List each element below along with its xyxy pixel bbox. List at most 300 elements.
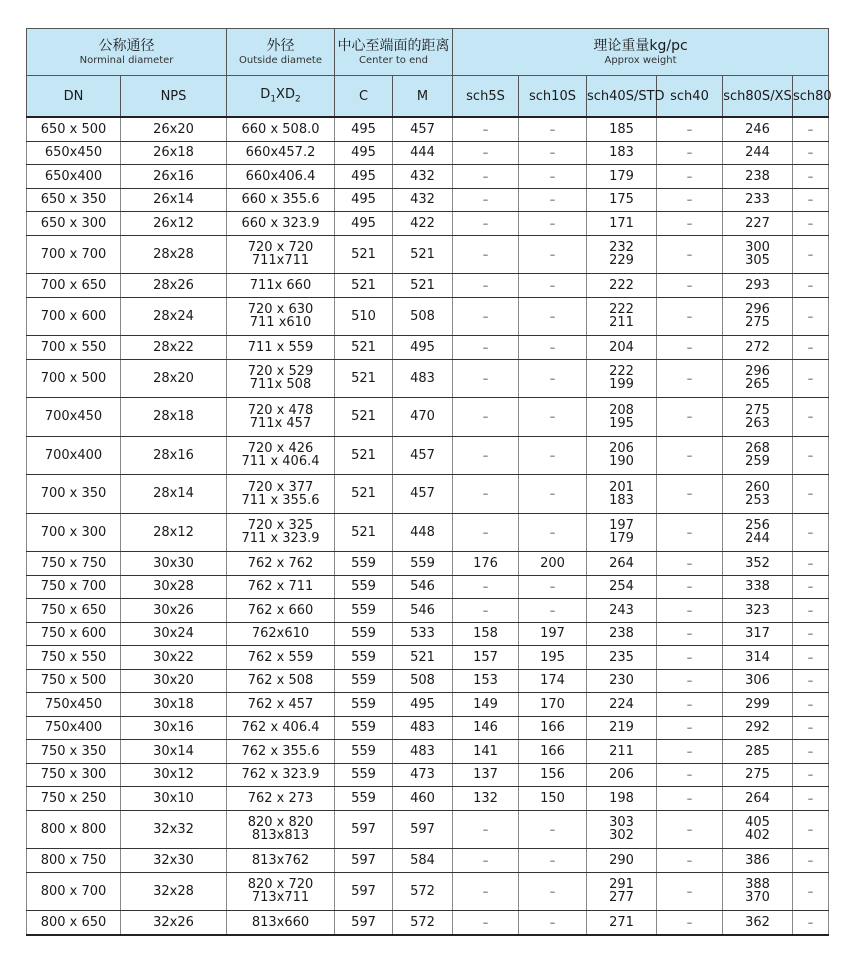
cell-dn: 700 x 550 [27, 336, 121, 360]
cell-outside-diameter: 762 x 711 [227, 575, 335, 599]
cell-sch80: – [793, 810, 829, 849]
cell-dn: 750 x 300 [27, 763, 121, 787]
cell-sch40s: 271 [587, 911, 657, 935]
cell-center-c: 495 [335, 188, 393, 212]
cell-center-c: 597 [335, 911, 393, 935]
cell-sch10s: – [519, 398, 587, 437]
cell-sch80: – [793, 849, 829, 873]
cell-nps: 26x20 [121, 117, 227, 141]
cell-sch80s: 264 [723, 787, 793, 811]
cell-dn: 650x450 [27, 141, 121, 165]
cell-sch80s: 296 275 [723, 297, 793, 336]
cell-sch40: – [657, 297, 723, 336]
cell-center-c: 495 [335, 117, 393, 141]
table-row [27, 513, 829, 552]
cell-nps: 30x20 [121, 669, 227, 693]
cell-nps: 30x12 [121, 763, 227, 787]
cell-sch40s: 206 190 [587, 436, 657, 475]
cell-center-m: 508 [393, 297, 453, 336]
table-row [27, 188, 829, 212]
cell-sch5s: – [453, 274, 519, 298]
cell-sch80: – [793, 336, 829, 360]
cell-center-m: 572 [393, 911, 453, 935]
cell-sch40: – [657, 141, 723, 165]
cell-nps: 32x30 [121, 849, 227, 873]
cell-center-c: 521 [335, 475, 393, 514]
cell-outside-diameter: 720 x 377 711 x 355.6 [227, 475, 335, 514]
reducer-weight-table [26, 28, 832, 936]
cell-dn: 750 x 250 [27, 787, 121, 811]
cell-outside-diameter: 762 x 406.4 [227, 716, 335, 740]
cell-sch10s: – [519, 359, 587, 398]
cell-sch80: – [793, 911, 829, 935]
cell-center-m: 546 [393, 575, 453, 599]
cell-nps: 30x16 [121, 716, 227, 740]
cell-sch5s: – [453, 513, 519, 552]
cell-outside-diameter: 820 x 720 713x711 [227, 872, 335, 911]
table-row [27, 475, 829, 514]
cell-sch40s: 235 [587, 646, 657, 670]
cell-sch10s: – [519, 165, 587, 189]
cell-sch80: – [793, 646, 829, 670]
cell-sch80: – [793, 872, 829, 911]
cell-sch5s: – [453, 336, 519, 360]
cell-center-m: 533 [393, 622, 453, 646]
cell-dn: 750x400 [27, 716, 121, 740]
cell-sch5s: – [453, 398, 519, 437]
table-row [27, 235, 829, 274]
cell-center-c: 510 [335, 297, 393, 336]
cell-sch40s: 230 [587, 669, 657, 693]
column-header-c: C [335, 76, 393, 118]
cell-center-m: 460 [393, 787, 453, 811]
cell-sch10s: 200 [519, 552, 587, 576]
cell-center-m: 457 [393, 117, 453, 141]
cell-sch40: – [657, 693, 723, 717]
cell-sch80s: 300 305 [723, 235, 793, 274]
cell-sch40: – [657, 740, 723, 764]
cell-sch5s: 158 [453, 622, 519, 646]
cell-sch10s: – [519, 297, 587, 336]
cell-center-m: 470 [393, 398, 453, 437]
cell-center-m: 508 [393, 669, 453, 693]
cell-sch80s: 323 [723, 599, 793, 623]
cell-sch80s: 352 [723, 552, 793, 576]
cell-center-m: 495 [393, 693, 453, 717]
cell-sch40s: 290 [587, 849, 657, 873]
cell-sch40s: 219 [587, 716, 657, 740]
cell-center-m: 495 [393, 336, 453, 360]
cell-sch5s: 141 [453, 740, 519, 764]
column-header-sch10s: sch10S [519, 76, 587, 118]
table-row [27, 646, 829, 670]
cell-center-m: 473 [393, 763, 453, 787]
cell-sch40: – [657, 436, 723, 475]
cell-nps: 28x12 [121, 513, 227, 552]
cell-nps: 30x28 [121, 575, 227, 599]
table-row [27, 669, 829, 693]
outside-diameter-header [227, 29, 335, 76]
cell-nps: 26x14 [121, 188, 227, 212]
cell-sch40s: 201 183 [587, 475, 657, 514]
table-row [27, 716, 829, 740]
table-row [27, 274, 829, 298]
table-row [27, 911, 829, 935]
cell-sch40s: 254 [587, 575, 657, 599]
cell-dn: 750 x 500 [27, 669, 121, 693]
cell-outside-diameter: 820 x 820 813x813 [227, 810, 335, 849]
cell-center-m: 483 [393, 740, 453, 764]
outside-diameter-en: Outside diamete [238, 54, 323, 66]
cell-dn: 700x400 [27, 436, 121, 475]
cell-sch80: – [793, 669, 829, 693]
cell-sch5s: – [453, 297, 519, 336]
cell-nps: 26x12 [121, 212, 227, 236]
cell-outside-diameter: 711 x 559 [227, 336, 335, 360]
cell-center-m: 457 [393, 436, 453, 475]
cell-center-m: 521 [393, 646, 453, 670]
cell-sch40: – [657, 359, 723, 398]
cell-outside-diameter: 762 x 508 [227, 669, 335, 693]
column-header-sch80s-xs: sch80S/XS [723, 76, 793, 118]
cell-nps: 28x16 [121, 436, 227, 475]
cell-sch40: – [657, 513, 723, 552]
cell-center-m: 422 [393, 212, 453, 236]
cell-center-c: 495 [335, 212, 393, 236]
cell-sch5s: 153 [453, 669, 519, 693]
cell-outside-diameter: 660x457.2 [227, 141, 335, 165]
cell-sch10s: 195 [519, 646, 587, 670]
nominal-diameter-cn: 公称通径 [98, 37, 155, 54]
cell-center-c: 521 [335, 513, 393, 552]
cell-center-m: 483 [393, 716, 453, 740]
table-row [27, 740, 829, 764]
cell-sch10s: – [519, 513, 587, 552]
cell-sch40: – [657, 599, 723, 623]
cell-sch80s: 246 [723, 117, 793, 141]
cell-center-m: 572 [393, 872, 453, 911]
cell-sch40: – [657, 575, 723, 599]
cell-sch40s: 243 [587, 599, 657, 623]
cell-sch80: – [793, 599, 829, 623]
cell-sch10s: 166 [519, 740, 587, 764]
cell-sch40: – [657, 336, 723, 360]
outside-diameter-cn: 外径 [266, 37, 295, 54]
cell-sch40s: 291 277 [587, 872, 657, 911]
center-to-end-header [335, 29, 453, 76]
column-header-m: M [393, 76, 453, 118]
cell-nps: 28x24 [121, 297, 227, 336]
cell-dn: 800 x 700 [27, 872, 121, 911]
cell-center-c: 559 [335, 763, 393, 787]
cell-center-c: 559 [335, 646, 393, 670]
cell-sch10s: 170 [519, 693, 587, 717]
cell-nps: 28x22 [121, 336, 227, 360]
cell-dn: 750 x 700 [27, 575, 121, 599]
cell-outside-diameter: 762 x 323.9 [227, 763, 335, 787]
cell-center-c: 521 [335, 359, 393, 398]
cell-sch40: – [657, 235, 723, 274]
cell-nps: 32x32 [121, 810, 227, 849]
cell-outside-diameter: 762 x 273 [227, 787, 335, 811]
cell-nps: 28x14 [121, 475, 227, 514]
cell-dn: 750 x 650 [27, 599, 121, 623]
table-row [27, 575, 829, 599]
cell-sch40: – [657, 646, 723, 670]
cell-nps: 32x28 [121, 872, 227, 911]
table-row [27, 117, 829, 141]
cell-sch80: – [793, 235, 829, 274]
cell-sch10s: – [519, 911, 587, 935]
cell-sch40: – [657, 165, 723, 189]
cell-dn: 750 x 750 [27, 552, 121, 576]
cell-outside-diameter: 720 x 325 711 x 323.9 [227, 513, 335, 552]
cell-sch40s: 222 199 [587, 359, 657, 398]
table-row [27, 763, 829, 787]
cell-sch5s: 176 [453, 552, 519, 576]
cell-sch5s: – [453, 212, 519, 236]
cell-sch10s: – [519, 141, 587, 165]
cell-outside-diameter: 720 x 426 711 x 406.4 [227, 436, 335, 475]
cell-sch80s: 260 253 [723, 475, 793, 514]
cell-sch40: – [657, 475, 723, 514]
table-row [27, 359, 829, 398]
cell-dn: 700 x 600 [27, 297, 121, 336]
cell-outside-diameter: 720 x 478 711x 457 [227, 398, 335, 437]
cell-sch5s: – [453, 359, 519, 398]
cell-sch40s: 198 [587, 787, 657, 811]
cell-sch80: – [793, 274, 829, 298]
cell-center-m: 483 [393, 359, 453, 398]
cell-dn: 750 x 350 [27, 740, 121, 764]
table-row [27, 297, 829, 336]
cell-sch10s: 174 [519, 669, 587, 693]
cell-center-c: 597 [335, 872, 393, 911]
cell-sch10s: – [519, 188, 587, 212]
cell-sch80: – [793, 740, 829, 764]
cell-outside-diameter: 762 x 559 [227, 646, 335, 670]
approx-weight-en: Approx weight [604, 54, 677, 66]
cell-sch80s: 233 [723, 188, 793, 212]
cell-sch5s: – [453, 117, 519, 141]
cell-center-c: 559 [335, 552, 393, 576]
cell-center-m: 432 [393, 188, 453, 212]
cell-dn: 700 x 350 [27, 475, 121, 514]
cell-center-m: 521 [393, 235, 453, 274]
cell-center-m: 444 [393, 141, 453, 165]
cell-sch10s: – [519, 475, 587, 514]
cell-sch10s: – [519, 599, 587, 623]
cell-outside-diameter: 720 x 630 711 x610 [227, 297, 335, 336]
cell-dn: 700 x 500 [27, 359, 121, 398]
cell-dn: 750x450 [27, 693, 121, 717]
center-to-end-en: Center to end [359, 54, 428, 66]
cell-sch80s: 244 [723, 141, 793, 165]
cell-sch80s: 299 [723, 693, 793, 717]
nominal-diameter-header [27, 29, 227, 76]
cell-sch80s: 314 [723, 646, 793, 670]
cell-nps: 30x18 [121, 693, 227, 717]
cell-outside-diameter: 660 x 355.6 [227, 188, 335, 212]
cell-center-c: 559 [335, 787, 393, 811]
cell-sch80s: 306 [723, 669, 793, 693]
cell-sch80: – [793, 398, 829, 437]
cell-sch80s: 362 [723, 911, 793, 935]
cell-sch40: – [657, 911, 723, 935]
cell-sch40s: 185 [587, 117, 657, 141]
cell-center-m: 457 [393, 475, 453, 514]
cell-center-m: 584 [393, 849, 453, 873]
table-row [27, 787, 829, 811]
cell-outside-diameter: 762 x 457 [227, 693, 335, 717]
cell-sch80s: 256 244 [723, 513, 793, 552]
table-row [27, 810, 829, 849]
column-header-sch80: sch80 [793, 76, 829, 118]
cell-outside-diameter: 762 x 355.6 [227, 740, 335, 764]
cell-sch80s: 317 [723, 622, 793, 646]
cell-center-c: 521 [335, 235, 393, 274]
column-header-dn: DN [27, 76, 121, 118]
cell-dn: 800 x 650 [27, 911, 121, 935]
cell-sch40s: 175 [587, 188, 657, 212]
cell-sch80: – [793, 575, 829, 599]
cell-sch5s: – [453, 599, 519, 623]
cell-dn: 800 x 800 [27, 810, 121, 849]
approx-weight-cn: 理论重量kg/pc [593, 37, 688, 54]
cell-sch80: – [793, 436, 829, 475]
table-row [27, 436, 829, 475]
cell-nps: 32x26 [121, 911, 227, 935]
cell-nps: 30x26 [121, 599, 227, 623]
cell-center-c: 521 [335, 398, 393, 437]
cell-dn: 650 x 350 [27, 188, 121, 212]
cell-sch40s: 224 [587, 693, 657, 717]
cell-sch80s: 238 [723, 165, 793, 189]
cell-center-m: 559 [393, 552, 453, 576]
cell-sch80: – [793, 359, 829, 398]
column-header-d1xd2: $D_1XD_2$ [227, 76, 335, 118]
cell-sch80s: 275 263 [723, 398, 793, 437]
cell-sch10s: – [519, 872, 587, 911]
cell-nps: 30x30 [121, 552, 227, 576]
cell-sch5s: – [453, 188, 519, 212]
cell-sch40: – [657, 716, 723, 740]
cell-sch80: – [793, 297, 829, 336]
table-row [27, 552, 829, 576]
table-row [27, 398, 829, 437]
cell-center-c: 559 [335, 716, 393, 740]
cell-sch40s: 232 229 [587, 235, 657, 274]
cell-nps: 26x18 [121, 141, 227, 165]
column-header-nps: NPS [121, 76, 227, 118]
cell-center-c: 521 [335, 436, 393, 475]
cell-dn: 800 x 750 [27, 849, 121, 873]
cell-sch40s: 197 179 [587, 513, 657, 552]
cell-sch10s: – [519, 575, 587, 599]
cell-sch40s: 264 [587, 552, 657, 576]
cell-outside-diameter: 711x 660 [227, 274, 335, 298]
cell-sch80: – [793, 475, 829, 514]
cell-outside-diameter: 720 x 720 711x711 [227, 235, 335, 274]
table-row [27, 872, 829, 911]
cell-sch80s: 386 [723, 849, 793, 873]
cell-dn: 700 x 300 [27, 513, 121, 552]
cell-nps: 28x28 [121, 235, 227, 274]
cell-sch80: – [793, 117, 829, 141]
cell-sch40s: 179 [587, 165, 657, 189]
cell-sch80: – [793, 716, 829, 740]
cell-center-c: 597 [335, 849, 393, 873]
table-row [27, 336, 829, 360]
cell-sch80: – [793, 552, 829, 576]
cell-nps: 28x26 [121, 274, 227, 298]
cell-sch10s: 156 [519, 763, 587, 787]
cell-sch40s: 206 [587, 763, 657, 787]
cell-center-c: 597 [335, 810, 393, 849]
cell-sch40s: 208 195 [587, 398, 657, 437]
cell-sch5s: – [453, 165, 519, 189]
cell-center-m: 448 [393, 513, 453, 552]
cell-sch80: – [793, 622, 829, 646]
cell-outside-diameter: 720 x 529 711x 508 [227, 359, 335, 398]
cell-sch10s: – [519, 117, 587, 141]
cell-center-c: 521 [335, 336, 393, 360]
cell-dn: 650 x 500 [27, 117, 121, 141]
reducer-weight-table-container [26, 28, 832, 936]
cell-sch80s: 285 [723, 740, 793, 764]
cell-dn: 700x450 [27, 398, 121, 437]
cell-sch80: – [793, 787, 829, 811]
cell-center-c: 559 [335, 740, 393, 764]
cell-sch40: – [657, 398, 723, 437]
cell-sch80s: 292 [723, 716, 793, 740]
cell-center-m: 546 [393, 599, 453, 623]
cell-sch80s: 227 [723, 212, 793, 236]
column-header-sch40s-std: sch40S/STD [587, 76, 657, 118]
cell-nps: 28x18 [121, 398, 227, 437]
cell-sch40: – [657, 212, 723, 236]
cell-sch5s: – [453, 436, 519, 475]
cell-sch10s: – [519, 336, 587, 360]
cell-dn: 650x400 [27, 165, 121, 189]
cell-sch40: – [657, 849, 723, 873]
cell-outside-diameter: 762 x 660 [227, 599, 335, 623]
cell-sch40: – [657, 552, 723, 576]
column-header-sch5s: sch5S [453, 76, 519, 118]
cell-center-c: 559 [335, 693, 393, 717]
table-row [27, 849, 829, 873]
cell-sch5s: – [453, 235, 519, 274]
nominal-diameter-en: Norminal diameter [79, 54, 174, 66]
cell-sch5s: – [453, 810, 519, 849]
cell-sch80s: 296 265 [723, 359, 793, 398]
cell-sch40s: 303 302 [587, 810, 657, 849]
cell-outside-diameter: 660x406.4 [227, 165, 335, 189]
cell-sch40s: 222 211 [587, 297, 657, 336]
cell-sch10s: – [519, 849, 587, 873]
cell-sch80: – [793, 188, 829, 212]
cell-sch10s: – [519, 235, 587, 274]
cell-sch80s: 338 [723, 575, 793, 599]
cell-nps: 30x22 [121, 646, 227, 670]
cell-outside-diameter: 762x610 [227, 622, 335, 646]
cell-sch80s: 293 [723, 274, 793, 298]
cell-sch80: – [793, 141, 829, 165]
cell-sch80: – [793, 212, 829, 236]
cell-sch40s: 238 [587, 622, 657, 646]
cell-sch5s: – [453, 849, 519, 873]
table-row [27, 212, 829, 236]
